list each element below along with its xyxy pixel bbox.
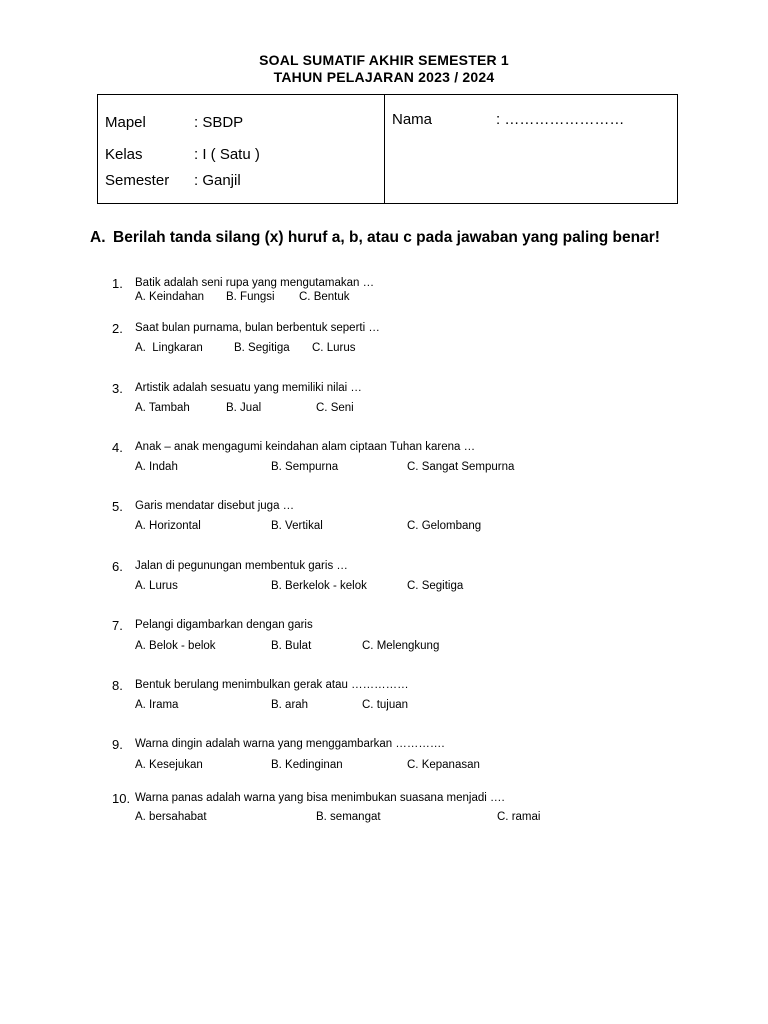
- question-number: 10.: [112, 791, 131, 806]
- question-text: Bentuk berulang menimbulkan gerak atau ……………: [135, 679, 409, 691]
- section-letter: A.: [90, 229, 106, 246]
- question-number: 7.: [112, 618, 123, 633]
- option-b: B. Bulat: [271, 640, 312, 652]
- question-text: Batik adalah seni rupa yang mengutamakan …: [135, 277, 375, 289]
- option-c: C. tujuan: [362, 699, 409, 711]
- question-number: 5.: [112, 499, 123, 514]
- mapel-value: : SBDP: [194, 114, 244, 131]
- option-a: A. Lingkaran: [135, 342, 203, 354]
- identity-box-divider: [384, 95, 385, 203]
- option-c: C. Lurus: [312, 342, 356, 354]
- question-number: 4.: [112, 440, 123, 455]
- option-a: A. Irama: [135, 699, 179, 711]
- option-b: B. Jual: [226, 402, 262, 414]
- option-a: A. Tambah: [135, 402, 190, 414]
- option-c: C. Gelombang: [407, 520, 482, 532]
- nama-value: : ……………………: [496, 111, 625, 128]
- question-number: 1.: [112, 276, 123, 291]
- kelas-value: : I ( Satu ): [194, 146, 260, 163]
- option-b: B. Berkelok - kelok: [271, 580, 367, 592]
- semester-label: Semester: [105, 172, 170, 189]
- question-number: 9.: [112, 737, 123, 752]
- option-a: A. Belok - belok: [135, 640, 216, 652]
- option-b: B. arah: [271, 699, 309, 711]
- option-c: C. Sangat Sempurna: [407, 461, 515, 473]
- section-instruction-text: Berilah tanda silang (x) huruf a, b, atau c pada jawaban yang paling benar!: [113, 229, 660, 246]
- academic-year: TAHUN PELAJARAN 2023 / 2024: [273, 69, 495, 85]
- question-text: Warna dingin adalah warna yang menggambarkan ………….: [135, 738, 445, 750]
- option-a: A. Kesejukan: [135, 759, 203, 771]
- option-b: B. Kedinginan: [271, 759, 343, 771]
- option-a: A. bersahabat: [135, 811, 207, 823]
- question-number: 8.: [112, 678, 123, 693]
- option-a: A. Horizontal: [135, 520, 201, 532]
- option-b: B. Sempurna: [271, 461, 339, 473]
- option-c: C. ramai: [497, 811, 541, 823]
- option-c: C. Bentuk: [299, 291, 350, 303]
- mapel-label: Mapel: [105, 114, 146, 131]
- question-number: 3.: [112, 381, 123, 396]
- option-b: B. Fungsi: [226, 291, 275, 303]
- option-b: B. Segitiga: [234, 342, 290, 354]
- option-b: B. semangat: [316, 811, 381, 823]
- question-text: Pelangi digambarkan dengan garis: [135, 619, 313, 631]
- identity-box: [97, 94, 678, 204]
- question-text: Artistik adalah sesuatu yang memiliki nilai …: [135, 382, 362, 394]
- option-c: C. Segitiga: [407, 580, 464, 592]
- question-number: 6.: [112, 559, 123, 574]
- question-text: Warna panas adalah warna yang bisa menimbukan suasana menjadi ….: [135, 792, 505, 804]
- nama-label: Nama: [392, 111, 433, 128]
- option-a: A. Indah: [135, 461, 178, 473]
- option-c: C. Kepanasan: [407, 759, 480, 771]
- semester-value: : Ganjil: [194, 172, 241, 189]
- question-text: Garis mendatar disebut juga …: [135, 500, 295, 512]
- option-a: A. Keindahan: [135, 291, 205, 303]
- question-text: Saat bulan purnama, bulan berbentuk seperti …: [135, 322, 380, 334]
- option-c: C. Melengkung: [362, 640, 440, 652]
- option-a: A. Lurus: [135, 580, 178, 592]
- kelas-label: Kelas: [105, 146, 143, 163]
- option-c: C. Seni: [316, 402, 354, 414]
- question-number: 2.: [112, 321, 123, 336]
- question-text: Jalan di pegunungan membentuk garis …: [135, 560, 348, 572]
- exam-title: SOAL SUMATIF AKHIR SEMESTER 1: [259, 52, 509, 68]
- option-b: B. Vertikal: [271, 520, 323, 532]
- question-text: Anak – anak mengagumi keindahan alam ciptaan Tuhan karena …: [135, 441, 476, 453]
